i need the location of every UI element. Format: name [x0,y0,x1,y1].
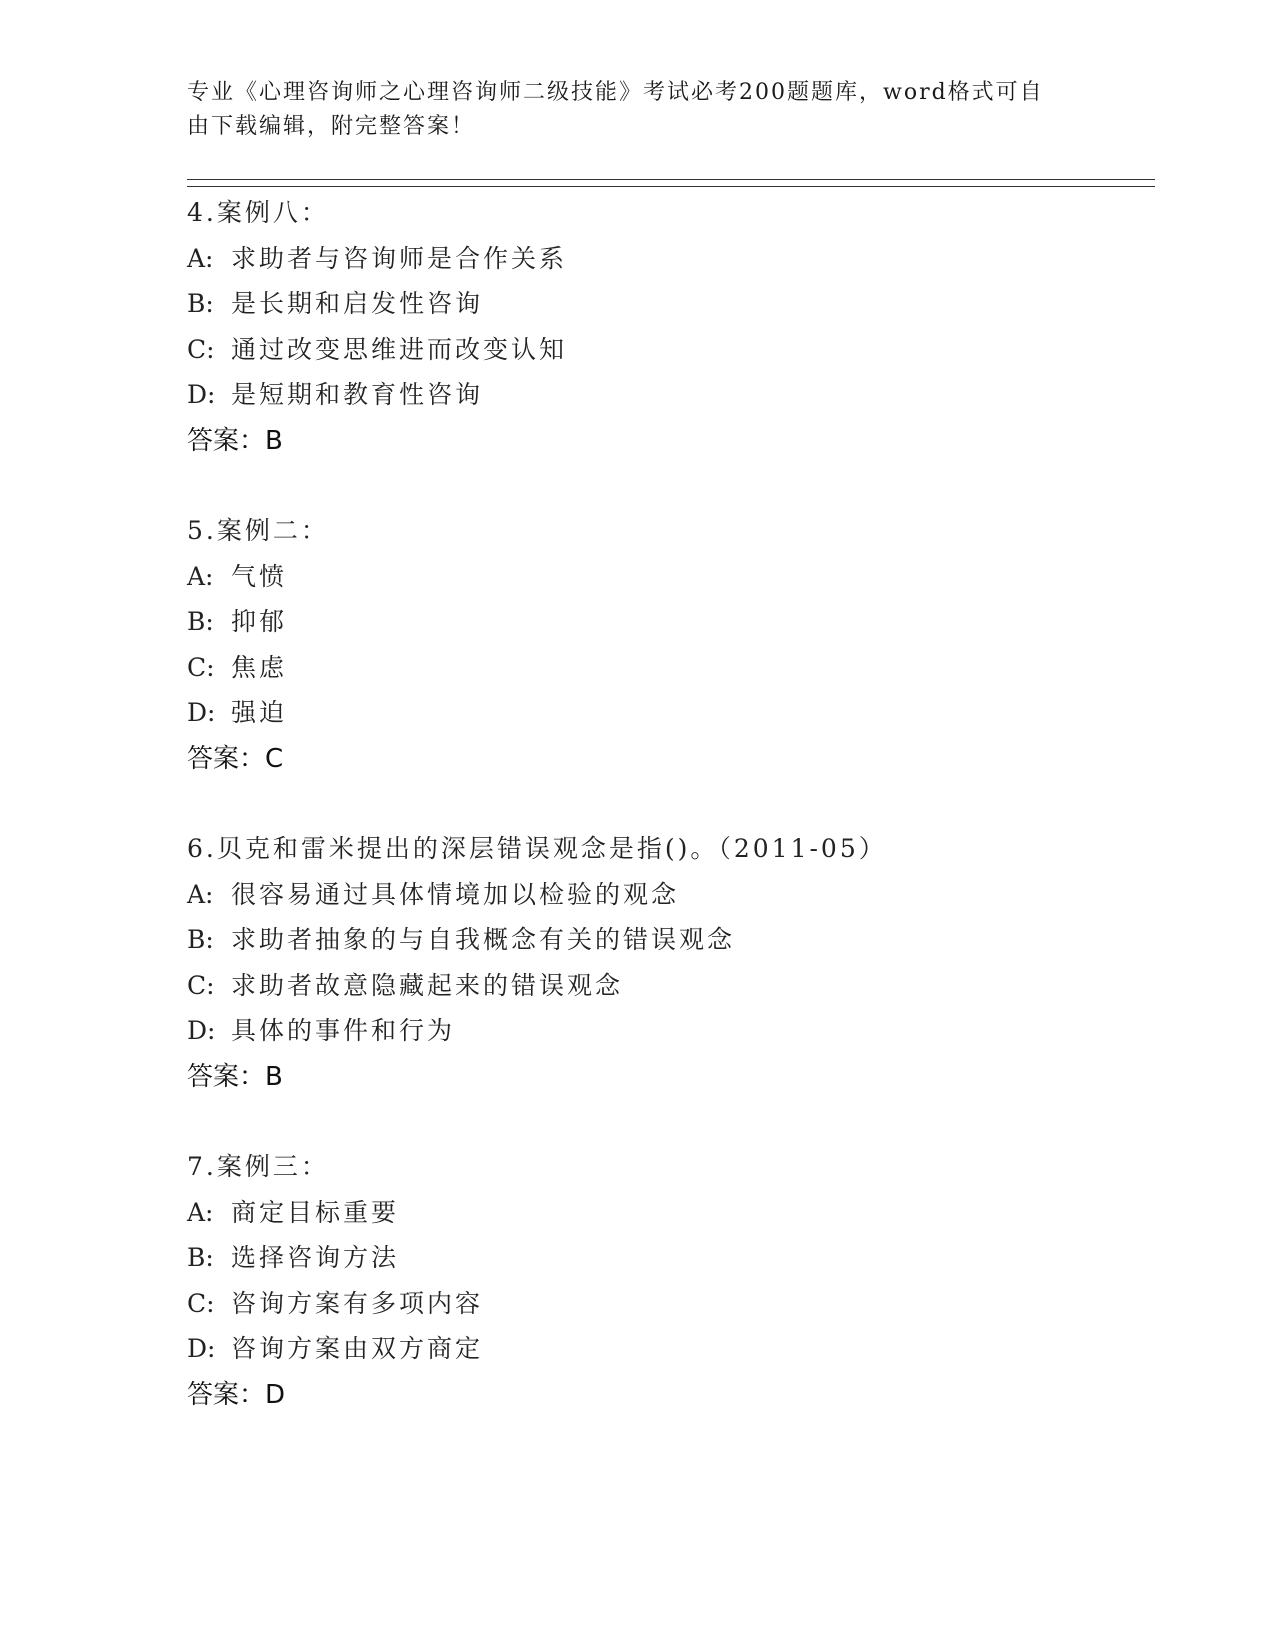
option-key: B: [187,607,214,637]
answer-line: 答案：B [187,1061,283,1092]
option-key: B: [187,1243,214,1273]
option-text: 具体的事件和行为 [231,1016,456,1046]
question-title: 7.案例三： [187,1151,329,1181]
option-key: D: [187,1334,216,1364]
option-key: D: [187,1016,216,1046]
option-text: 强迫 [231,698,288,728]
option-text: 气愤 [231,561,288,591]
option-text: 求助者与咨询师是合作关系 [231,243,568,273]
option-d [187,1326,1167,1372]
option-text: 求助者抽象的与自我概念有关的错误观念 [231,925,736,955]
option-text: 很容易通过具体情境加以检验的观念 [231,879,680,909]
option-key: A: [187,1197,214,1227]
option-a [187,1190,1167,1236]
option-key: C: [187,652,215,682]
question-title: 6.贝克和雷米提出的深层错误观念是指()。（2011-05） [187,833,887,863]
option-key: C: [187,1288,215,1318]
option-text: 抑郁 [231,607,288,637]
option-a [187,872,1167,918]
option-d [187,690,1167,736]
option-text: 选择咨询方法 [231,1243,400,1273]
option-text: 咨询方案有多项内容 [231,1288,484,1318]
option-key: A: [187,243,214,273]
answer-line: 答案：D [187,1379,286,1410]
option-d [187,372,1167,418]
question-title: 5.案例二： [187,515,329,545]
option-d [187,1008,1167,1054]
option-a [187,236,1167,282]
document-header [187,76,1067,144]
header-divider [187,179,1155,187]
option-c [187,963,1167,1009]
option-text: 求助者故意隐藏起来的错误观念 [231,970,624,1000]
option-b [187,917,1167,963]
option-text: 是短期和教育性咨询 [231,380,484,410]
option-key: A: [187,561,214,591]
answer-line: 答案：B [187,425,283,456]
option-key: D: [187,698,216,728]
option-b [187,1235,1167,1281]
option-text: 咨询方案由双方商定 [231,1334,484,1364]
option-c [187,327,1167,373]
option-c [187,645,1167,691]
answer-line: 答案：C [187,743,284,774]
option-key: A: [187,879,214,909]
option-a [187,554,1167,600]
option-key: D: [187,380,216,410]
question-title: 4.案例八： [187,198,329,227]
option-text: 商定目标重要 [231,1197,400,1227]
option-b [187,281,1167,327]
question-item [187,826,1167,1100]
option-text: 是长期和启发性咨询 [231,289,484,319]
header-line-2: 由下载编辑，附完整答案！ [187,114,476,139]
option-c [187,1281,1167,1327]
option-key: B: [187,289,214,319]
option-text: 焦虑 [231,652,288,682]
question-item [187,190,1167,464]
question-list [187,190,1167,1462]
option-b [187,599,1167,645]
header-line-1: 专业《心理咨询师之心理咨询师二级技能》考试必考200题题库，word格式可自 [187,80,1044,105]
option-key: C: [187,970,215,1000]
option-key: B: [187,925,214,955]
option-key: C: [187,334,215,364]
option-text: 通过改变思维进而改变认知 [231,334,568,364]
question-item [187,1144,1167,1418]
question-item [187,508,1167,782]
